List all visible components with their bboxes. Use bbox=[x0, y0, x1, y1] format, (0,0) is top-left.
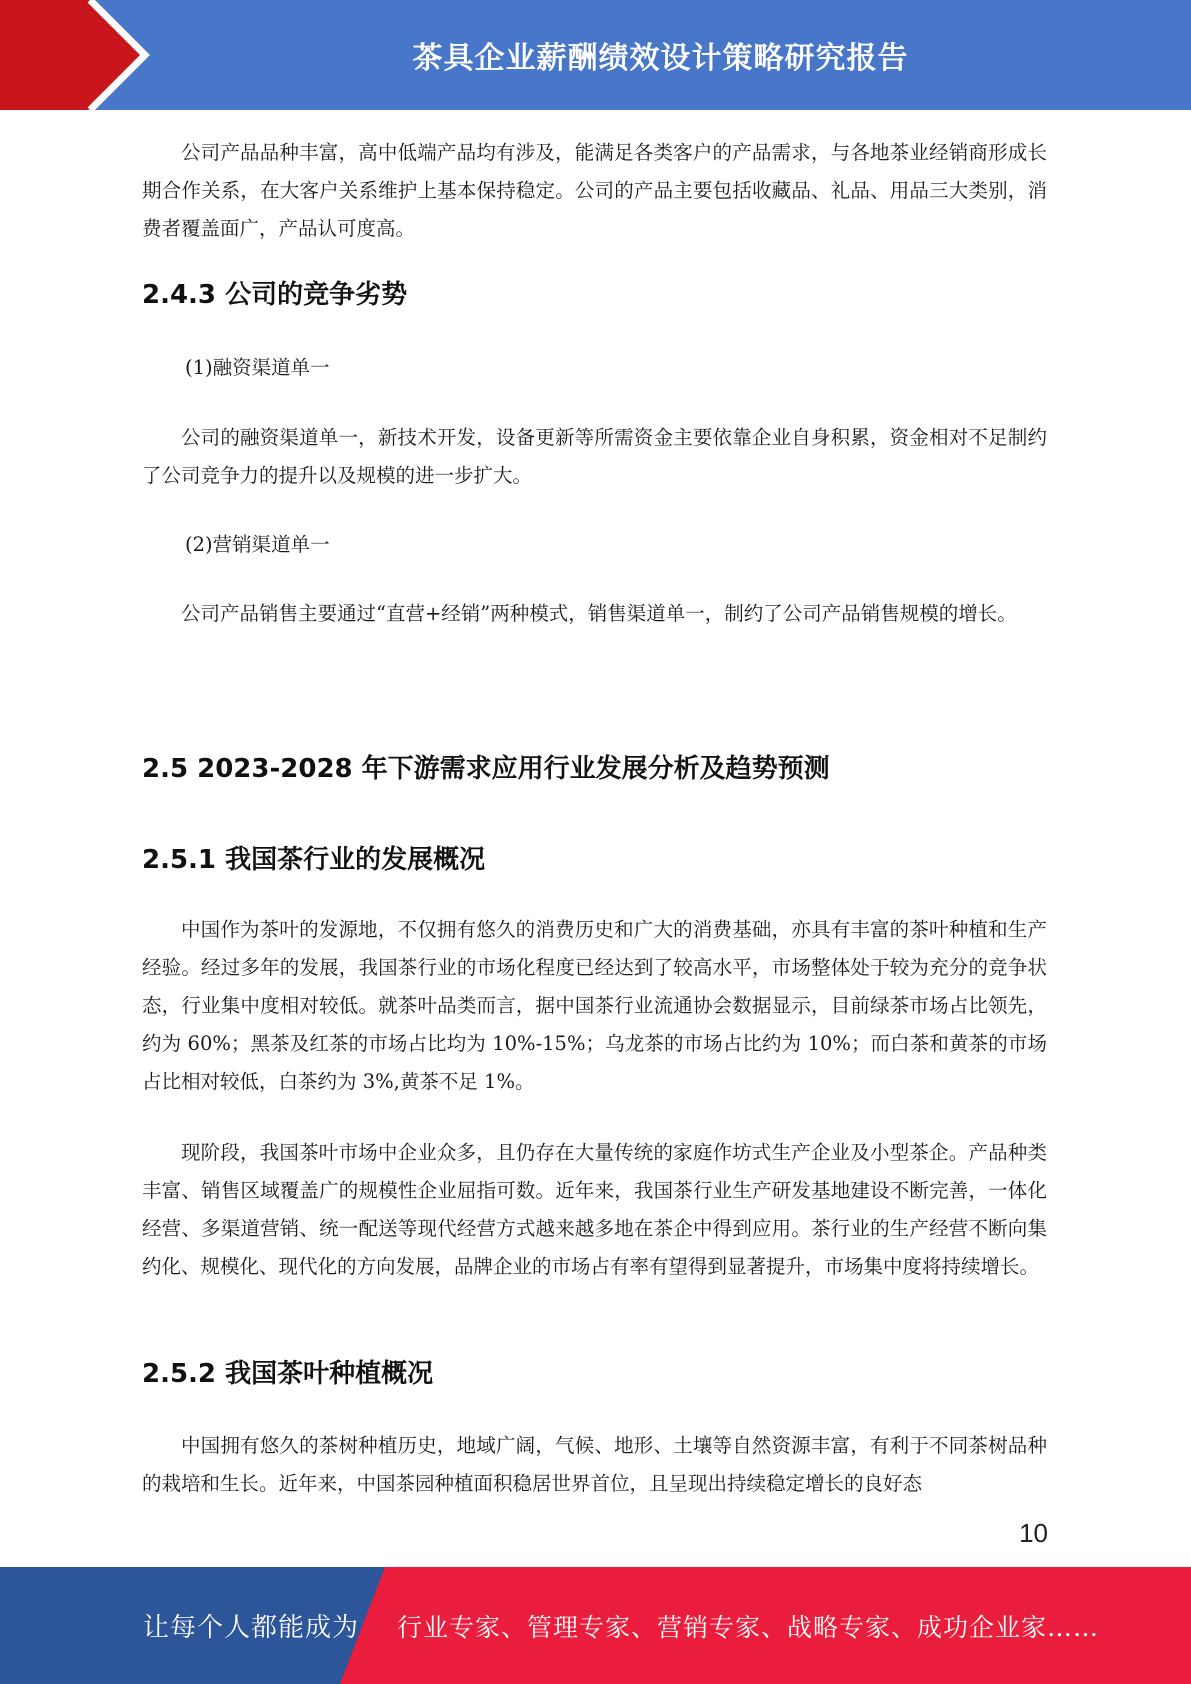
heading-2-5: 2.5 2023-2028 年下游需求应用行业发展分析及趋势预测 bbox=[142, 754, 830, 784]
heading-2-5-1: 2.5.1 我国茶行业的发展概况 bbox=[142, 845, 486, 875]
footer-slogan-left: 让每个人都能成为 bbox=[143, 1613, 360, 1643]
paragraph-tea-industry-overview: 中国作为茶叶的发源地，不仅拥有悠久的消费历史和广大的消费基础，亦具有丰富的茶叶种植和生产经验。经过多年的发展，我国茶行业的市场化程度已经达到了较高水平，市场整体处于较为充分的竞争状态，行业集中度相对较低。就茶叶品类而言，据中国茶行业流通协会数据显示，目前绿茶市场占比领先，约为 60%；黑茶及红茶的市场占比均为 10%-15%；乌龙茶的市场占比约为 10%；而白茶和黄茶的市场占比相对较低，白茶约为 3%,黄茶不足 1%。 bbox=[142, 918, 1047, 1093]
heading-2-5-2: 2.5.2 我国茶叶种植概况 bbox=[142, 1359, 434, 1389]
page-number: 10 bbox=[1019, 1518, 1048, 1548]
report-title: 茶具企业薪酬绩效设计策略研究报告 bbox=[412, 41, 909, 76]
page-footer bbox=[0, 1567, 1191, 1684]
paragraph-product-range: 公司产品品种丰富，高中低端产品均有涉及，能满足各类客户的产品需求，与各地茶业经销商形成长期合作关系，在大客户关系维护上基本保持稳定。公司的产品主要包括收藏品、礼品、用品三大类别，消费者覆盖面广，产品认可度高。 bbox=[142, 141, 1047, 240]
paragraph-financing: 公司的融资渠道单一，新技术开发，设备更新等所需资金主要依靠企业自身积累，资金相对不足制约了公司竞争力的提升以及规模的进一步扩大。 bbox=[142, 426, 1047, 487]
header-chevron-decoration bbox=[0, 0, 160, 110]
list-item-financing-label: (1)融资渠道单一 bbox=[185, 356, 330, 379]
paragraph-tea-market-structure: 现阶段，我国茶叶市场中企业众多，且仍存在大量传统的家庭作坊式生产企业及小型茶企。产品种类丰富、销售区域覆盖广的规模性企业屈指可数。近年来，我国茶行业生产研发基地建设不断完善，一体化经营、多渠道营销、统一配送等现代经营方式越来越多地在茶企中得到应用。茶行业的生产经营不断向集约化、规模化、现代化的方向发展，品牌企业的市场占有率有望得到显著提升，市场集中度将持续增长。 bbox=[142, 1141, 1047, 1278]
paragraph-tea-planting: 中国拥有悠久的茶树种植历史，地域广阔，气候、地形、土壤等自然资源丰富，有利于不同茶树品种的栽培和生长。近年来，中国茶园种植面积稳居世界首位，且呈现出持续稳定增长的良好态 bbox=[142, 1434, 1047, 1495]
paragraph-marketing: 公司产品销售主要通过“直营+经销”两种模式，销售渠道单一，制约了公司产品销售规模的增长。 bbox=[181, 602, 1017, 625]
heading-2-4-3: 2.4.3 公司的竞争劣势 bbox=[142, 280, 408, 310]
list-item-marketing-label: (2)营销渠道单一 bbox=[185, 533, 330, 556]
page-header bbox=[0, 0, 1191, 110]
footer-slogan-right: 行业专家、管理专家、营销专家、战略专家、成功企业家…… bbox=[397, 1612, 1100, 1642]
